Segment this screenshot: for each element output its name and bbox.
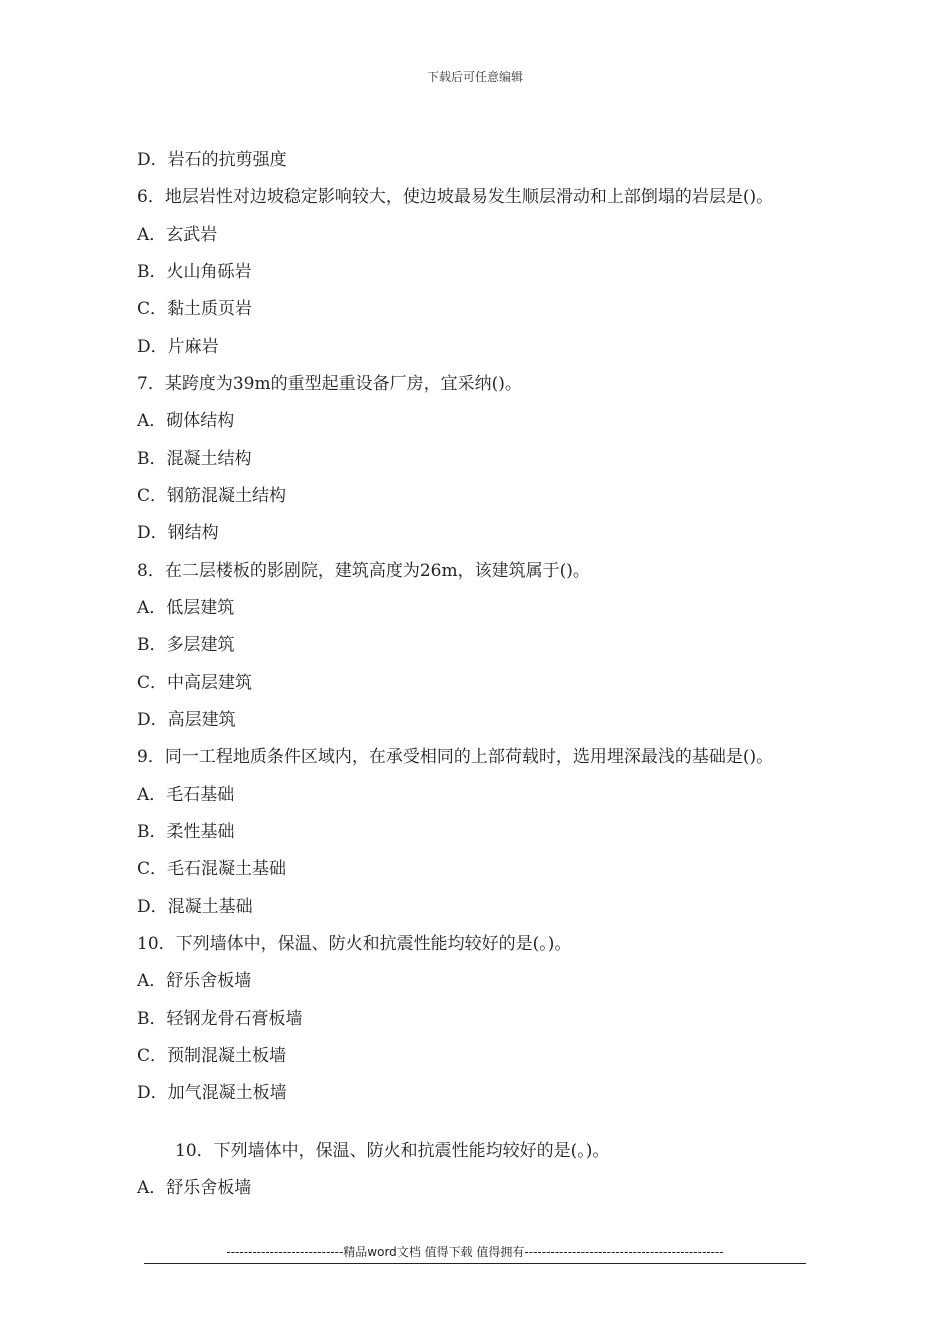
- option-line: D．钢结构: [137, 523, 219, 544]
- option-line: D．高层建筑: [137, 709, 236, 730]
- option-line: B．轻钢龙骨石膏板墙: [137, 1008, 303, 1029]
- option-line: A．砌体结构: [137, 411, 235, 432]
- question-line: 9．同一工程地质条件区域内，在承受相同的上部荷载时，选用埋深最浅的基础是()。: [137, 747, 774, 768]
- option-line: C．黏土质页岩: [137, 299, 253, 320]
- option-line: C．预制混凝土板墙: [137, 1045, 287, 1066]
- page-header: 下载后可任意编辑: [426, 70, 523, 84]
- option-line: D．岩石的抗剪强度: [137, 150, 287, 170]
- option-line: A．毛石基础: [137, 784, 235, 805]
- option-line: C．毛石混凝土基础: [137, 859, 287, 880]
- question-line: 6．地层岩性对边坡稳定影响较大，使边坡最易发生顺层滑动和上部倒塌的岩层是()。: [137, 187, 774, 208]
- option-line: D．混凝土基础: [137, 896, 253, 917]
- option-line: B．柔性基础: [137, 821, 235, 842]
- option-line: A．舒乐舍板墙: [137, 971, 252, 992]
- option-line: B．混凝土结构: [137, 448, 252, 469]
- option-line: C．中高层建筑: [137, 672, 253, 693]
- document-body: [137, 145, 867, 1210]
- option-line: D．片麻岩: [137, 336, 219, 357]
- option-line: C．钢筋混凝土结构: [137, 485, 287, 506]
- option-line: B．火山角砾岩: [137, 261, 252, 282]
- question-line: 10．下列墙体中，保温、防火和抗震性能均较好的是(。)。: [137, 933, 572, 954]
- option-line: B．多层建筑: [137, 635, 235, 656]
- page-footer: ---------------------------精品word文档 值得下载 值得拥有----------------------------------------------: [144, 1243, 806, 1264]
- question-line: 7．某跨度为39m的重型起重设备厂房，宜采纳()。: [137, 373, 522, 394]
- question-line: 8．在二层楼板的影剧院，建筑高度为26m，该建筑属于()。: [137, 560, 590, 581]
- option-line: A．低层建筑: [137, 597, 235, 618]
- repeated-question-line: 10．下列墙体中，保温、防火和抗震性能均较好的是(。)。: [175, 1140, 610, 1161]
- option-line: A．玄武岩: [137, 224, 218, 245]
- repeated-option-line: A．舒乐舍板墙: [137, 1177, 252, 1198]
- option-line: D．加气混凝土板墙: [137, 1083, 287, 1104]
